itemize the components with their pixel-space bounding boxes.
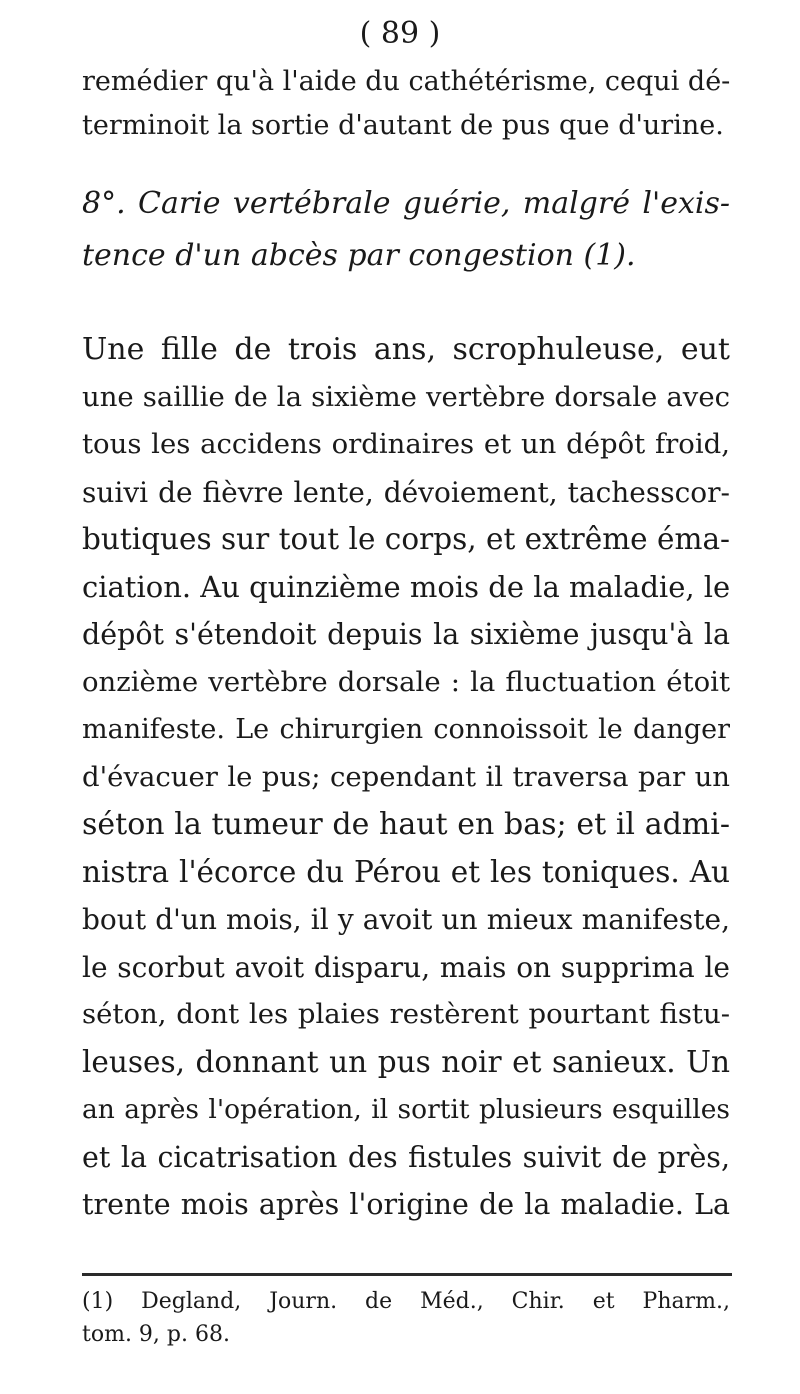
text-line: d'évacuer le pus; cependant il traversa par un bbox=[82, 760, 730, 793]
text-line: onzième vertèbre dorsale : la fluctuation étoit bbox=[82, 665, 730, 698]
page-number: ( 89 ) bbox=[359, 16, 441, 51]
text-line: tous les accidens ordinaires et un dépôt froid, bbox=[82, 428, 730, 460]
text-line: et la cicatrisation des fistules suivit de près, bbox=[82, 1140, 730, 1174]
text-line: Une fille de trois ans, scrophuleuse, eut bbox=[82, 332, 730, 367]
text-line: séton la tumeur de haut en bas; et il admi- bbox=[82, 807, 730, 842]
intro-paragraph bbox=[82, 60, 730, 148]
text-line: le scorbut avoit disparu, mais on supprima le bbox=[82, 950, 730, 984]
text-line: bout d'un mois, il y avoit un mieux manifeste, bbox=[82, 903, 730, 936]
body-paragraph bbox=[82, 326, 730, 1229]
footnote-line: (1) Degland, Journ. de Méd., Chir. et Pharm., bbox=[82, 1289, 730, 1314]
footnote-divider bbox=[82, 1273, 732, 1276]
text-line: une saillie de la sixième vertèbre dorsale avec bbox=[82, 380, 730, 413]
text-line: terminoit la sortie d'autant de pus que d'urine. bbox=[82, 110, 724, 141]
footnote-line: tom. 9, p. 68. bbox=[82, 1322, 230, 1347]
text-line: suivi de fièvre lente, dévoiement, tachesscor- bbox=[82, 475, 730, 509]
section-heading bbox=[82, 178, 730, 282]
text-line: leuses, donnant un pus noir et sanieux. Un bbox=[82, 1044, 730, 1079]
text-line: nistra l'écorce du Pérou et les toniques. Au bbox=[82, 854, 730, 889]
text-line: manifeste. Le chirurgien connoissoit le danger bbox=[82, 714, 730, 745]
heading-line: 8°. Carie vertébrale guérie, malgré l'exis- bbox=[82, 186, 730, 221]
text-line: séton, dont les plaies restèrent pourtant fistu- bbox=[82, 998, 730, 1030]
text-line: remédier qu'à l'aide du cathétérisme, cequi dé- bbox=[82, 66, 730, 97]
text-line: dépôt s'étendoit depuis la sixième jusqu'à la bbox=[82, 618, 730, 651]
heading-line: tence d'un abcès par congestion (1). bbox=[82, 238, 636, 273]
text-line: trente mois après l'origine de la maladie. La bbox=[82, 1188, 730, 1221]
text-line: butiques sur tout le corps, et extrême éma- bbox=[82, 522, 730, 556]
footnote bbox=[82, 1285, 730, 1351]
text-line: an après l'opération, il sortit plusieurs esquilles bbox=[82, 1094, 730, 1125]
text-line: ciation. Au quinzième mois de la maladie, le bbox=[82, 569, 730, 604]
